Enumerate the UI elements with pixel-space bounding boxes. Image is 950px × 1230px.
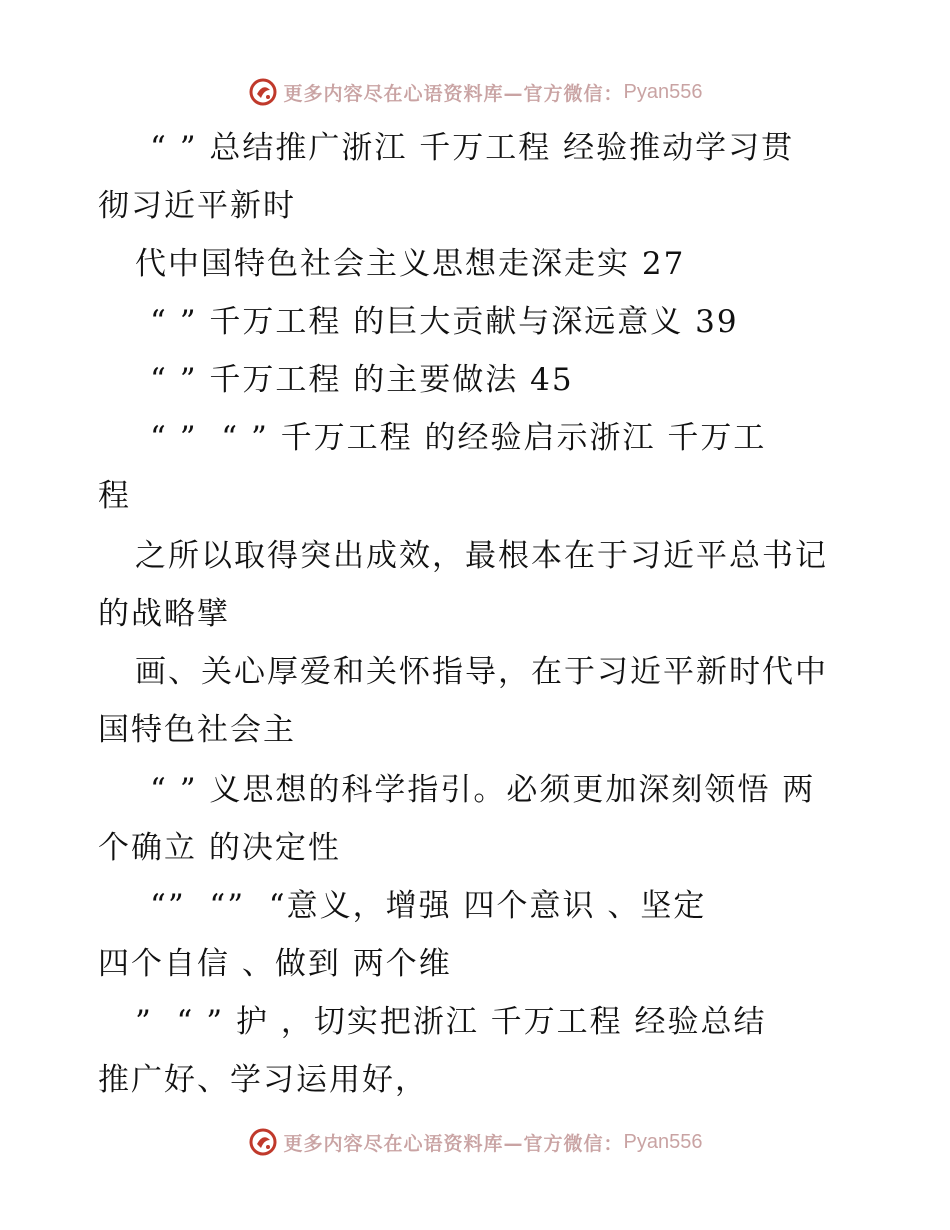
text-line: “ ” 千万工程 的巨大贡献与深远意义 39 — [150, 304, 739, 340]
banner-wechat-id: Pyan556 — [623, 1130, 703, 1153]
text-line: 推广好、学习运用好， — [98, 1062, 428, 1098]
text-line: 画、关心厚爱和关怀指导，在于习近平新时代中 — [135, 654, 828, 690]
text-line: 之所以取得突出成效，最根本在于习近平总书记 — [135, 538, 828, 574]
text-line: “ ” “ ” 千万工程 的经验启示浙江 千万工 — [150, 420, 767, 456]
text-line: “ ” 义思想的科学指引。必须更加深刻领悟 两 — [150, 772, 816, 808]
text-line: “ ” 千万工程 的主要做法 45 — [150, 362, 574, 398]
brand-logo-icon — [248, 1127, 278, 1157]
text-line: “ ” 总结推广浙江 千万工程 经验推动学习贯 — [150, 130, 795, 166]
text-line: 四个自信 、做到 两个维 — [98, 946, 452, 982]
text-line: 国特色社会主 — [98, 712, 296, 748]
text-line: 的战略擘 — [98, 596, 230, 632]
banner-wechat-id: Pyan556 — [623, 80, 703, 103]
text-line: “” “” “意义，增强 四个意识 、坚定 — [150, 888, 707, 924]
text-line: 代中国特色社会主义思想走深走实 27 — [135, 246, 686, 282]
text-line: 彻习近平新时 — [98, 188, 296, 224]
footer-watermark-banner — [0, 1122, 950, 1162]
banner-text: 更多内容尽在心语资料库—官方微信： — [283, 1132, 624, 1155]
text-line: ” “ ” 护 ，切实把浙江 千万工程 经验总结 — [135, 1004, 767, 1040]
text-line: 程 — [98, 478, 131, 514]
text-line: 个确立 的决定性 — [98, 830, 341, 866]
banner-text: 更多内容尽在心语资料库—官方微信： — [283, 82, 624, 105]
